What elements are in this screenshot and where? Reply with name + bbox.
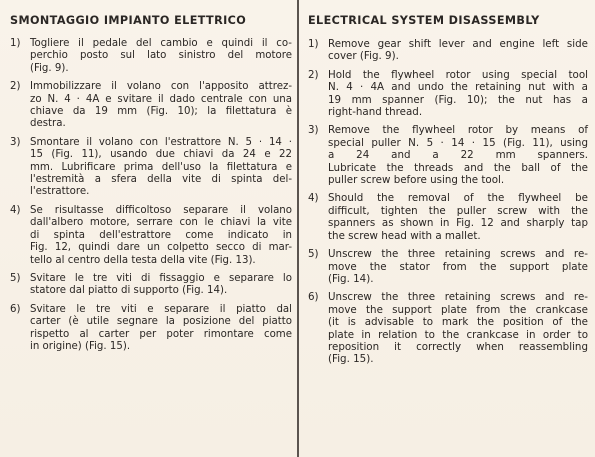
step-text-line: chiave da 19 mm (Fig. 10); la filettatura è xyxy=(30,106,292,118)
step-text-line: right-hand thread. xyxy=(328,106,423,119)
step-text-line: carter (è utile segnare la posizione del piatto xyxy=(30,316,292,328)
step-text xyxy=(328,291,588,365)
step-text-line: Unscrew the three retaining screws and re- xyxy=(328,291,588,304)
step-text xyxy=(30,205,292,267)
step-text xyxy=(30,81,292,131)
italian-heading: SMONTAGGIO IMPIANTO ELETTRICO xyxy=(10,14,247,27)
step-text-line: move the stator from the support plate xyxy=(328,260,588,273)
english-step-6 xyxy=(308,291,588,365)
step-text-line: the screw head with a mallet. xyxy=(328,229,481,242)
step-text xyxy=(328,38,588,63)
step-text xyxy=(328,69,588,119)
step-number: 3) xyxy=(10,136,21,148)
step-text-line: tello al centro della testa della vite (Fig. 13). xyxy=(30,254,256,266)
english-heading: ELECTRICAL SYSTEM DISASSEMBLY xyxy=(308,14,540,27)
italian-step-6 xyxy=(10,304,292,354)
step-text-line: destra. xyxy=(30,118,66,130)
step-text-line: rispetto al carter per poter rimontare come xyxy=(30,328,292,340)
step-text-line: Should the removal of the flywheel be xyxy=(328,192,588,205)
step-text-line: Remove gear shift lever and engine left side xyxy=(328,38,588,50)
english-step-4 xyxy=(308,192,588,242)
step-text xyxy=(30,304,292,354)
step-text-line: Se risultasse difficoltoso separare il volano xyxy=(30,204,292,216)
step-text-line: N. 4 · 4A and undo the retaining nut with a xyxy=(328,81,588,94)
english-steps-list xyxy=(308,38,588,366)
step-text-line: perchio posto sul lato sinistro del motore xyxy=(30,50,292,62)
step-text-line: (Fig. 15). xyxy=(328,353,374,366)
step-text-line: plate in relation to the crankcase in order to xyxy=(328,328,588,341)
step-text xyxy=(328,192,588,242)
step-number: 2) xyxy=(10,81,21,93)
step-text-line: l'estrattore. xyxy=(30,186,90,198)
italian-step-3 xyxy=(10,137,292,199)
step-text-line: a 24 and a 22 mm spanners. xyxy=(328,149,588,162)
step-text-line: Lubricate the threads and the ball of the xyxy=(328,161,588,174)
step-text-line: Togliere il pedale del cambio e quindi il co- xyxy=(30,38,292,49)
step-text-line: Remove the flywheel rotor by means of xyxy=(328,124,588,137)
step-number: 5) xyxy=(10,272,21,284)
column-divider xyxy=(297,0,299,457)
step-text-line: reposition it correctly when reassembling xyxy=(328,340,588,353)
english-step-3 xyxy=(308,124,588,186)
step-text xyxy=(30,137,292,199)
italian-step-4 xyxy=(10,205,292,267)
step-number: 4) xyxy=(10,204,21,216)
step-text xyxy=(30,38,292,75)
english-column xyxy=(308,14,588,372)
step-number: 3) xyxy=(308,124,319,137)
english-step-5 xyxy=(308,248,588,285)
step-text-line: puller screw before using the tool. xyxy=(328,174,505,187)
step-text-line: cover (Fig. 9). xyxy=(328,50,399,63)
step-text-line: 15 (Fig. 11), usando due chiavi da 24 e 22 xyxy=(30,149,292,161)
step-text xyxy=(328,248,588,285)
italian-column xyxy=(10,14,292,359)
italian-steps-list xyxy=(10,38,292,353)
step-text-line: Immobilizzare il volano con l'apposito attrez- xyxy=(30,81,292,93)
italian-step-1 xyxy=(10,38,292,75)
step-text-line: Fig. 12, quindi dare un colpetto secco di mar- xyxy=(30,242,292,254)
step-text-line: (it is advisable to mark the position of the xyxy=(328,316,588,329)
step-text-line: di spinta dell'estrattore come indicato in xyxy=(30,229,292,241)
step-number: 4) xyxy=(308,192,319,205)
step-text xyxy=(328,124,588,186)
step-text-line: l'estremità a sfera della vite di spinta del- xyxy=(30,174,292,186)
step-number: 6) xyxy=(308,291,319,304)
step-text-line: in origine) (Fig. 15). xyxy=(30,340,131,352)
italian-step-5 xyxy=(10,273,292,298)
italian-step-2 xyxy=(10,81,292,131)
step-text-line: zo N. 4 · 4A e svitare il dado centrale con una xyxy=(30,93,292,105)
step-text-line: statore dal piatto di supporto (Fig. 14). xyxy=(30,285,228,297)
step-text-line: Svitare le tre viti di fissaggio e separare lo xyxy=(30,272,292,284)
english-step-1 xyxy=(308,38,588,63)
step-number: 2) xyxy=(308,68,319,81)
english-step-2 xyxy=(308,69,588,119)
step-text-line: Hold the flywheel rotor using special tool xyxy=(328,68,588,81)
step-text-line: difficult, tighten the puller screw with the xyxy=(328,204,588,217)
step-text xyxy=(30,273,292,298)
step-number: 5) xyxy=(308,248,319,261)
step-text-line: mm. Lubrificare prima dell'uso la filettatura e xyxy=(30,161,292,173)
step-text-line: spanners as shown in Fig. 12 and sharply tap xyxy=(328,217,588,230)
step-text-line: (Fig. 9). xyxy=(30,62,69,74)
step-text-line: special puller N. 5 · 14 · 15 (Fig. 11), using xyxy=(328,136,588,149)
step-number: 6) xyxy=(10,303,21,315)
step-text-line: 19 mm spanner (Fig. 10); the nut has a xyxy=(328,93,588,106)
step-text-line: Unscrew the three retaining screws and re- xyxy=(328,248,588,261)
step-number: 1) xyxy=(10,38,21,49)
step-text-line: Svitare le tre viti e separare il piatto dal xyxy=(30,303,292,315)
step-text-line: dall'albero motore, serrare con le chiavi la vite xyxy=(30,217,292,229)
step-number: 1) xyxy=(308,38,319,50)
step-text-line: move the support plate from the crankcase xyxy=(328,303,588,316)
step-text-line: Smontare il volano con l'estrattore N. 5 · 14 · xyxy=(30,136,292,148)
step-text-line: (Fig. 14). xyxy=(328,272,374,285)
